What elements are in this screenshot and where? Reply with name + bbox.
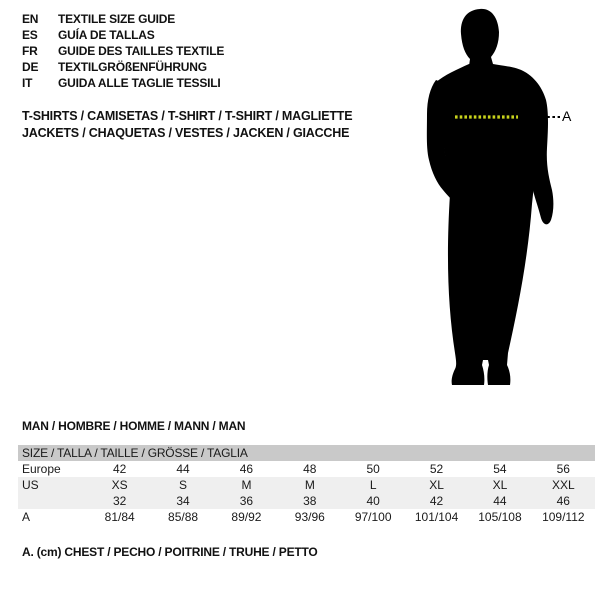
size-cell: M xyxy=(304,478,315,492)
size-table-header: SIZE / TALLA / TAILLE / GRÖSSE / TAGLIA xyxy=(18,445,595,461)
language-title: GUIDA ALLE TAGLIE TESSILI xyxy=(58,76,221,90)
silhouette-shapes xyxy=(427,9,554,385)
size-cell: 105/108 xyxy=(478,510,522,524)
size-cell: 56 xyxy=(556,462,570,476)
size-cell: XS xyxy=(111,478,128,492)
size-cell: L xyxy=(369,478,377,492)
size-cell: 32 xyxy=(113,494,127,508)
size-cell: 97/100 xyxy=(354,510,392,524)
language-row-de xyxy=(22,59,224,75)
language-code: IT xyxy=(22,76,33,90)
man-silhouette xyxy=(420,8,580,388)
language-title: TEXTILGRÖßENFÜHRUNG xyxy=(58,60,207,74)
size-cell: 54 xyxy=(493,462,507,476)
size-cell: 89/92 xyxy=(231,510,262,524)
language-row-en xyxy=(22,11,224,27)
size-cell: 48 xyxy=(303,462,317,476)
language-title: GUÍA DE TALLAS xyxy=(58,28,155,42)
language-code: FR xyxy=(22,44,38,58)
size-cell: 42 xyxy=(429,494,444,508)
size-cell: XXL xyxy=(551,478,575,492)
language-code: ES xyxy=(22,28,38,42)
size-cell: 109/112 xyxy=(542,510,585,524)
size-cell: 36 xyxy=(239,494,254,508)
garment-types xyxy=(22,108,352,142)
row-label xyxy=(18,493,88,509)
language-title: GUIDE DES TAILLES TEXTILE xyxy=(58,44,225,58)
size-cell: 46 xyxy=(556,494,570,508)
size-cell: 85/88 xyxy=(168,510,199,524)
table-row-us xyxy=(18,477,595,493)
measurement-footnote: A. (cm) CHEST / PECHO / POITRINE / TRUHE / PETTO xyxy=(22,545,318,559)
size-cell: 50 xyxy=(366,462,380,476)
size-cell: 46 xyxy=(239,462,254,476)
size-cell: 93/96 xyxy=(294,510,325,524)
row-label: US xyxy=(22,478,39,492)
size-cell: 44 xyxy=(493,494,507,508)
garment-line-jackets: JACKETS / CHAQUETAS / VESTES / JACKEN / GIACCHE xyxy=(22,126,350,140)
table-row-chest-a xyxy=(18,509,595,525)
garment-line-tshirts: T-SHIRTS / CAMISETAS / T-SHIRT / T-SHIRT / MAGLIETTE xyxy=(22,109,353,123)
size-cell: XL xyxy=(429,478,444,492)
size-cell: 40 xyxy=(366,494,380,508)
section-title-man: MAN / HOMBRE / HOMME / MANN / MAN xyxy=(22,419,246,433)
size-cell: 52 xyxy=(429,462,444,476)
table-row-numeric xyxy=(18,493,595,509)
size-cell: M xyxy=(241,478,252,492)
language-title: TEXTILE SIZE GUIDE xyxy=(58,12,176,26)
language-list xyxy=(22,11,224,91)
row-label: Europe xyxy=(22,462,61,476)
size-cell: 38 xyxy=(303,494,317,508)
language-row-it xyxy=(22,75,224,91)
language-row-es xyxy=(22,27,224,43)
size-cell: S xyxy=(179,478,188,492)
size-cell: 44 xyxy=(176,462,190,476)
size-cell: 101/104 xyxy=(414,510,459,524)
size-cell: 34 xyxy=(176,494,190,508)
table-row-europe xyxy=(18,461,595,477)
measure-label-a: A xyxy=(562,108,572,124)
size-table xyxy=(18,445,595,525)
size-cell: 42 xyxy=(113,462,127,476)
language-code: DE xyxy=(22,60,39,74)
row-label: A xyxy=(22,510,31,524)
language-row-fr xyxy=(22,43,224,59)
language-code: EN xyxy=(22,12,39,26)
size-cell: 81/84 xyxy=(104,510,135,524)
size-cell: XL xyxy=(492,478,508,492)
